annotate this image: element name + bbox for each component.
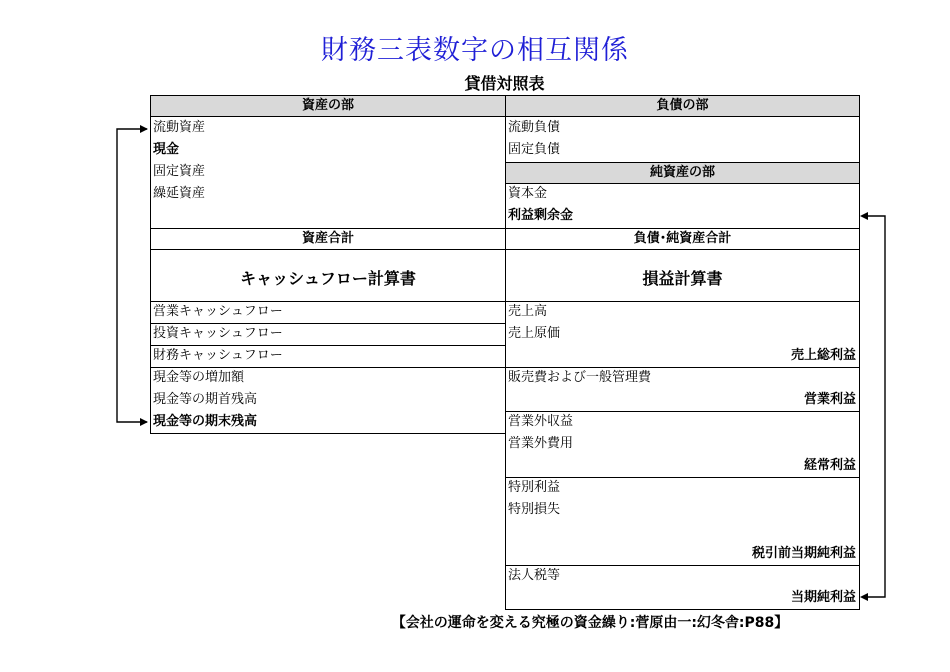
cash-increase: 現金等の増加額 <box>153 370 245 385</box>
current-liabilities: 流動負債 <box>508 120 561 135</box>
cash-link-arrow <box>117 129 147 422</box>
assets-total: 資産合計 <box>301 231 354 246</box>
income-statement-title: 損益計算書 <box>642 269 723 288</box>
source-citation: 【会社の運命を変える究極の資金繰り:菅原由一:幻冬舎:P88】 <box>391 615 789 631</box>
deferred-assets: 繰延資産 <box>153 186 206 201</box>
liabilities-header: 負債の部 <box>505 95 860 117</box>
non-operating-expense: 営業外費用 <box>508 436 574 451</box>
ordinary-income: 経常利益 <box>803 458 856 473</box>
gross-profit: 売上総利益 <box>790 348 856 363</box>
retained-earnings: 利益剰余金 <box>508 208 574 223</box>
extraordinary-loss: 特別損失 <box>508 502 561 517</box>
current-assets: 流動資産 <box>153 120 206 135</box>
profit-link-arrow <box>862 216 885 597</box>
cash-ending: 現金等の期末残高 <box>153 414 258 429</box>
cash: 現金 <box>153 142 180 157</box>
sga-expenses: 販売費および一般管理費 <box>508 370 652 385</box>
arrowhead-cash-bottom <box>140 418 148 426</box>
cost-of-sales: 売上原価 <box>508 326 561 341</box>
capital-stock: 資本金 <box>508 186 548 201</box>
investing-cf: 投資キャッシュフロー <box>153 326 283 341</box>
assets-header: 資産の部 <box>150 95 506 117</box>
cash-beginning: 現金等の期首残高 <box>153 392 258 407</box>
liabilities-total: 負債･純資産合計 <box>633 231 732 246</box>
fixed-liabilities: 固定負債 <box>508 142 561 157</box>
fixed-assets: 固定資産 <box>153 164 206 179</box>
non-operating-income: 営業外収益 <box>508 414 574 429</box>
pretax-income: 税引前当期純利益 <box>751 546 856 561</box>
arrowhead-cash-top <box>140 125 148 133</box>
sales: 売上高 <box>508 304 548 319</box>
balance-sheet-title: 貸借対照表 <box>464 74 545 93</box>
cash-flow-title: キャッシュフロー計算書 <box>240 269 416 288</box>
arrowhead-net-income <box>860 593 868 601</box>
net-income: 当期純利益 <box>790 590 856 605</box>
page-title: 財務三表数字の相互関係 <box>321 35 629 66</box>
arrowhead-retained-earnings <box>860 212 868 220</box>
financing-cf: 財務キャッシュフロー <box>153 348 283 363</box>
operating-income: 営業利益 <box>803 392 856 407</box>
corporate-tax: 法人税等 <box>508 568 561 583</box>
operating-cf: 営業キャッシュフロー <box>153 304 283 319</box>
extraordinary-gain: 特別利益 <box>508 480 561 495</box>
net-assets-header: 純資産の部 <box>505 162 860 184</box>
